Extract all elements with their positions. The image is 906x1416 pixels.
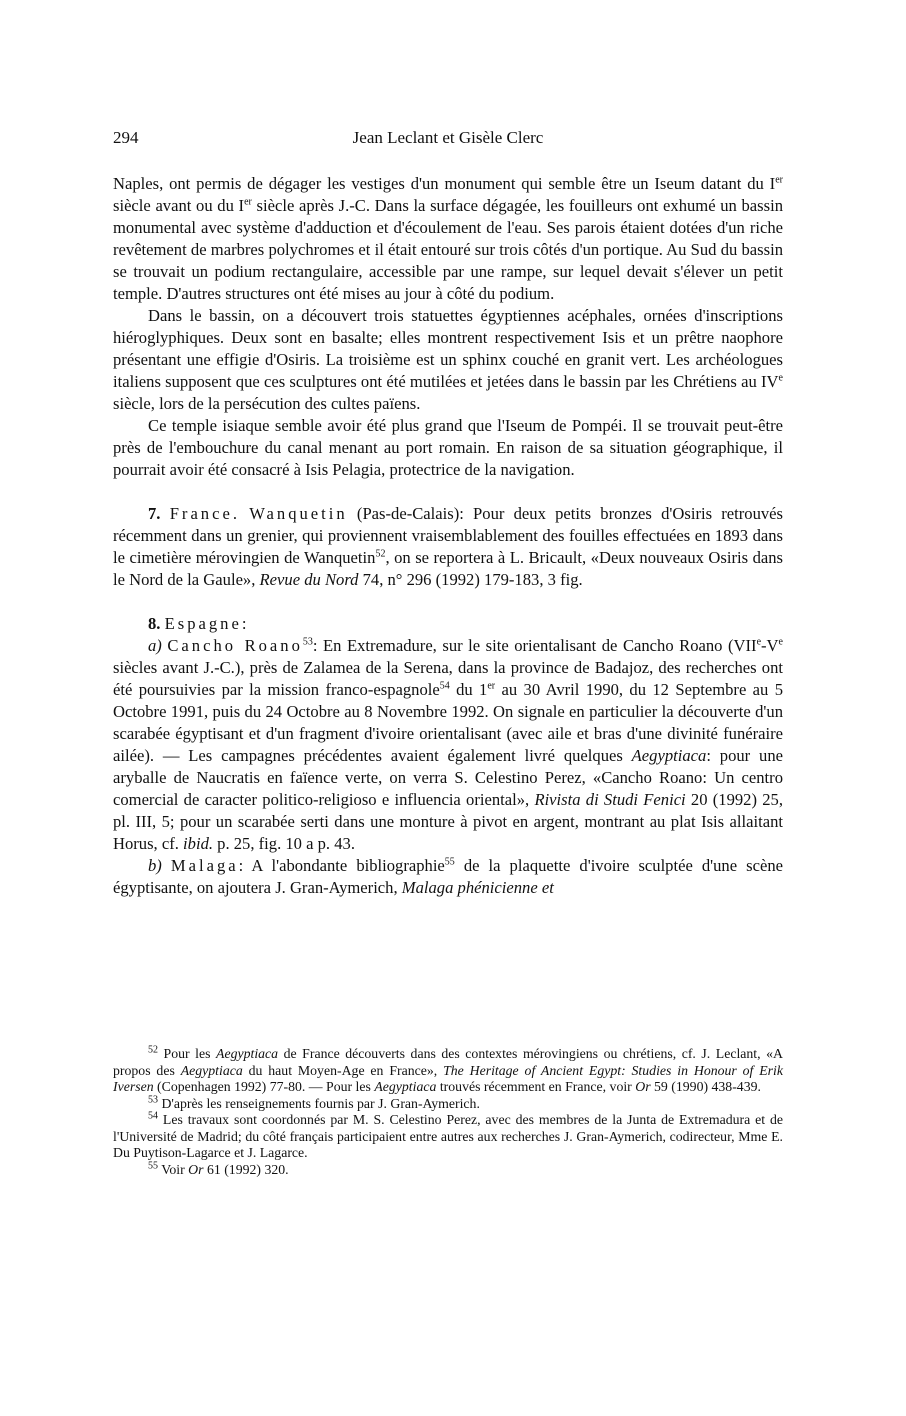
footnote-ref: 54 — [439, 680, 450, 692]
section-number: 7. — [148, 504, 161, 523]
paragraph-iseum: Naples, ont permis de dégager les vestiges d'un monument qui semble être un Iseum datant du Ier siècle avant ou du Ier siècle après J.-C. Dans la surface dégagée, les fouilleurs ont exhumé un bassin monumental avec système d'adduction et d'écoulement de l'eau. Ses parois étaient dotées d'un riche revêtement de marbres polychromes et il était entouré sur trois côtés d'un portique. Au Sud du bassin se trouvait un podium rectangulaire, accessible par une rampe, sur lequel devait s'élever un petit temple. D'autres structures ont été mises au jour à côté du podium. — [113, 174, 783, 303]
footnote-55: $^{55}$ Voir Or 61 (1992) 320. — [148, 1159, 289, 1177]
footnote-ref: 55 — [444, 856, 455, 868]
footnote-52: $^{52}$ Pour les Aegyptiaca de France découverts dans des contextes mérovingiens ou chrétiens, cf. J. Leclant, «A propos des Aegyptiaca du haut Moyen-Age en France», The Heritage of Ancient Egypt: Studies in Honour of Erik Iversen (Copenhagen 1992) 77-80. — Pour les Aegyptiaca trouvés récemment en France, voir Or 59 (1990) 438-439. — [113, 1044, 783, 1094]
footnote-ref: 53 — [302, 636, 313, 648]
country-name: Espagne — [164, 614, 242, 633]
subsection-malaga: b) Malaga: A l'abondante bibliographie$^{55}$ de la plaquette d'ivoire sculptée d'une scène égyptisante, on ajoutera J. Gran-Aymerich, Malaga phénicienne et — [113, 856, 783, 897]
footnote-53: $^{53}$ D'après les renseignements fournis par J. Gran-Aymerich. — [148, 1093, 480, 1111]
section-france: 7. France. Wanquetin (Pas-de-Calais): Pour deux petits bronzes d'Osiris retrouvés récemment dans un grenier, qui proviennent vraisemblablement des fouilles effectuées en 1893 dans le cimetière mérovingien de Wanquetin$^{52}$, on se reportera à L. Bricault, «Deux nouveaux Osiris dans le Nord de la Gaule», Revue du Nord 74, n° 296 (1992) 179-183, 3 fig. — [113, 504, 783, 589]
paragraph-temple: Ce temple isiaque semble avoir été plus grand que l'Iseum de Pompéi. Il se trouvait peut-être près de l'embouchure du canal menant au port romain. En raison de sa situation géographique, il pourrait avoir été consacré à Isis Pelagia, protectrice de la navigation. — [113, 416, 783, 479]
section-espagne: 8. Espagne: — [148, 614, 247, 633]
footnote-54: $^{54}$ Les travaux sont coordonnés par M. S. Celestino Perez, avec des membres de la Junta de Extremadura et de l'Université de Madrid; du côté français participaient entre autres aux recherches J. Gran-Aymerich, codirecteur, Mme E. Du Puytison-Lagarce et J. Lagarce. — [113, 1110, 783, 1160]
paragraph-statuettes: Dans le bassin, on a découvert trois statuettes égyptiennes acéphales, ornées d'inscriptions hiéroglyphiques. Deux sont en basalte; elles montrent respectivement Isis et un prêtre naophore présentant une effigie d'Osiris. La troisième est un sphinx couché en granit vert. Les archéologues italiens supposent que ces sculptures ont été mutilées et jetées dans le bassin par les Chrétiens au IVe siècle, lors de la persécution des cultes païens. — [113, 306, 783, 413]
main-text — [113, 173, 783, 899]
site-name: Cancho Roano — [167, 636, 303, 655]
running-title: Jean Leclant et Gisèle Clerc — [352, 128, 544, 147]
site-name: Wanquetin — [249, 504, 348, 523]
site-name: Malaga — [170, 856, 239, 875]
subsection-cancho-roano: a) Cancho Roano$^{53}$: En Extremadure, sur le site orientalisant de Cancho Roano (VIIe-Ve siècles avant J.-C.), près de Zalamea de la Serena, dans la province de Badajoz, des recherches ont été poursuivies par la mission franco-espagnole$^{54}$ du 1er au 30 Avril 1990, du 12 Septembre au 5 Octobre 1991, puis du 24 Octobre au 8 Novembre 1992. On signale en particulier la découverte d'un scarabée égyptisant et d'un fragment d'ivoire orientalisant (avec aile et bras d'une divinité funéraire ailée). — Les campagnes précédentes avaient également livré quelques Aegyptiaca: pour une aryballe de Naucratis en faïence verte, on verra S. Celestino Perez, «Cancho Roano: Un centro comercial de caracter politico-religioso e influencia oriental», Rivista di Studi Fenici 20 (1992) 25, pl. III, 5; pour un scarabée serti dans une monture à pivot en argent, montrant au plat Isis allaitant Horus, cf. ibid. p. 25, fig. 10 a p. 43. — [113, 636, 783, 853]
country-name: France. — [169, 504, 240, 523]
section-number: 8. — [148, 614, 161, 633]
footnotes — [113, 1046, 783, 1178]
page-number: 294 — [113, 128, 139, 147]
footnote-ref: 52 — [375, 548, 386, 560]
running-header — [113, 128, 783, 152]
